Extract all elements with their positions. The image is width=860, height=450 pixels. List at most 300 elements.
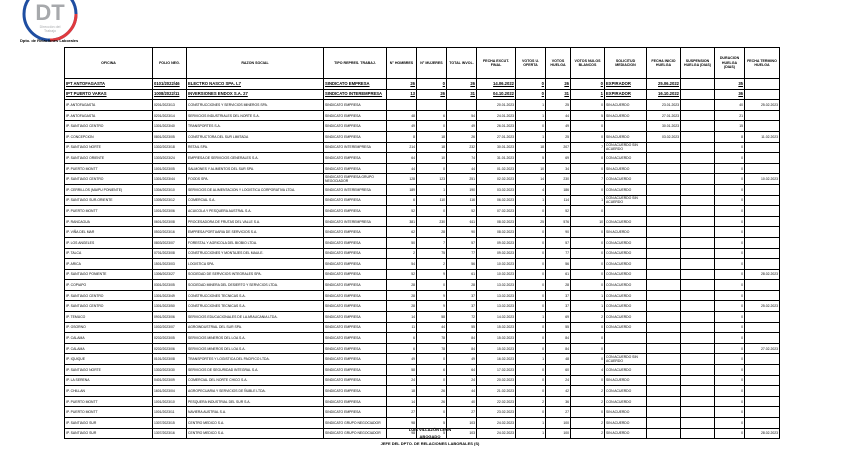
table-cell: SINDICATO EMPRESA GRUPO NEGOCIADOR <box>324 174 387 185</box>
table-cell: 0 <box>715 259 745 270</box>
table-cell: 27.02.2023 <box>745 343 780 354</box>
table-cell: 214 <box>387 142 417 153</box>
table-cell: 0 <box>571 153 605 164</box>
table-cell: 5 <box>571 110 605 121</box>
table-row <box>65 365 780 376</box>
table-cell: 0 <box>571 100 605 111</box>
table-cell: CON ACUERDO <box>605 322 647 333</box>
table-cell <box>681 386 715 397</box>
table-cell: 5 <box>417 418 447 429</box>
table-cell: 24 <box>387 375 417 386</box>
table-row <box>65 237 780 248</box>
column-header: FOLIO NEG. <box>153 48 187 79</box>
table-cell <box>681 375 715 386</box>
table-cell: AGROPECUARIA Y SERVICIOS DE ÑUBLE LTDA. <box>187 386 324 397</box>
table-cell <box>605 206 647 217</box>
table-cell <box>681 110 715 121</box>
table-cell: 0 <box>516 333 546 344</box>
table-cell: 1001/2023/06 <box>153 206 187 217</box>
table-cell: 1001/2023/10 <box>153 396 187 407</box>
table-cell: FOODS SPA. <box>187 174 324 185</box>
table-cell: 26 <box>447 131 477 142</box>
table-cell: 1301/2023/50 <box>153 301 187 312</box>
table-cell: SINDICATO EMPRESA <box>324 153 387 164</box>
table-cell: 13 <box>387 89 417 100</box>
table-cell: 1307/2023/16 <box>153 428 187 439</box>
table-cell: IP. IQUIQUE <box>65 354 153 365</box>
table-cell: 02.02.2023 <box>477 174 516 185</box>
table-cell: 0 <box>417 79 447 90</box>
table-row <box>65 354 780 365</box>
table-cell: 25.02.2023 <box>745 100 780 111</box>
table-cell: 49 <box>387 354 417 365</box>
table-cell <box>745 153 780 164</box>
table-cell: LOGISTICA SPA. <box>187 259 324 270</box>
table-cell: 1001/2023/05 <box>153 163 187 174</box>
table-cell: 28 <box>387 290 417 301</box>
table-cell: 03.02.2023 <box>647 131 681 142</box>
table-cell: 1301/2023/49 <box>153 290 187 301</box>
table-cell: 27 <box>387 407 417 418</box>
table-cell: 28.02.2023 <box>745 428 780 439</box>
table-cell: 0 <box>516 386 546 397</box>
table-cell: 0 <box>571 79 605 90</box>
table-cell: 114 <box>546 195 571 206</box>
table-cell <box>745 365 780 376</box>
table-cell <box>647 333 681 344</box>
table-cell: 0 <box>516 237 546 248</box>
table-cell: 1 <box>571 290 605 301</box>
table-cell: 21 <box>715 110 745 121</box>
table-cell: 10.02.2023 <box>745 174 780 185</box>
table-cell: 48 <box>546 354 571 365</box>
table-cell: 24.02.2023 <box>477 428 516 439</box>
table-cell: 0 <box>715 386 745 397</box>
table-cell: 2 <box>417 259 447 270</box>
table-cell: 04.10.2022 <box>477 89 516 100</box>
table-cell: IP. ANTOFAGASTA <box>65 100 153 111</box>
table-cell: 0 <box>516 121 546 132</box>
table-cell: CON ACUERDO <box>605 216 647 227</box>
table-cell <box>745 333 780 344</box>
table-cell: 23.02.2023 <box>477 407 516 418</box>
table-cell: 2 <box>571 428 605 439</box>
table-cell: 10.02.2023 <box>477 269 516 280</box>
table-cell <box>745 142 780 153</box>
table-cell: 0 <box>571 248 605 259</box>
table-cell: 128 <box>387 174 417 185</box>
table-cell: 0 <box>516 269 546 280</box>
table-cell <box>681 322 715 333</box>
table-cell <box>605 333 647 344</box>
table-cell: 28 <box>387 280 417 291</box>
table-cell: IP. CALAMA <box>65 333 153 344</box>
table-cell: CONSTRUCTORA DEL SUR LIMITADA <box>187 131 324 142</box>
table-cell: CON ACUERDO <box>605 174 647 185</box>
table-cell <box>681 269 715 280</box>
table-cell: 24.01.2023 <box>477 110 516 121</box>
table-cell: CON ACUERDO <box>605 386 647 397</box>
table-cell: 1 <box>516 418 546 429</box>
table-cell: 58 <box>417 312 447 323</box>
table-cell: SIN ACUERDO <box>605 100 647 111</box>
svg-text:Dirección del: Dirección del <box>39 25 61 29</box>
table-cell <box>681 131 715 142</box>
table-cell <box>745 195 780 206</box>
table-cell: 0 <box>417 407 447 418</box>
column-header: TIPO REPRES. TRABAJ. <box>324 48 387 79</box>
table-cell: 44 <box>417 322 447 333</box>
table-cell <box>647 248 681 259</box>
table-cell <box>647 343 681 354</box>
table-cell: 7 <box>571 142 605 153</box>
table-cell: 25.06.2022 <box>647 79 681 90</box>
table-cell: SIN ACUERDO <box>605 131 647 142</box>
table-cell: 1301/2023/44 <box>153 174 187 185</box>
table-cell: 0701/2023/08 <box>153 248 187 259</box>
table-cell: EXPIRADOR <box>605 89 647 100</box>
table-cell: 8 <box>387 131 417 142</box>
table-cell: SINDICATO GRUPO NEGOCIADOR <box>324 418 387 429</box>
table-cell: 0 <box>417 354 447 365</box>
table-cell: IP. LA SERENA <box>65 375 153 386</box>
table-cell: 98 <box>387 428 417 439</box>
table-cell: IP. SANTIAGO CENTRO <box>65 174 153 185</box>
table-cell: FORESTAL Y AGRICOLA DEL BIOBIO LTDA. <box>187 237 324 248</box>
table-cell: 186 <box>546 184 571 195</box>
table-cell: SINDICATO EMPRESA <box>324 322 387 333</box>
table-cell: 28.02.2023 <box>745 269 780 280</box>
header-row <box>65 48 780 79</box>
table-cell: 36 <box>715 89 745 100</box>
table-cell: INVERSIONES ENDOX S.A. 27 <box>187 89 324 100</box>
table-cell: 0 <box>715 195 745 206</box>
table-cell: 69 <box>546 153 571 164</box>
table-cell: SIN ACUERDO <box>605 418 647 429</box>
table-cell: IPT ANTOFAGASTA <box>65 79 153 90</box>
table-cell: 100 <box>546 418 571 429</box>
table-cell: 0 <box>571 375 605 386</box>
table-cell: 2 <box>571 312 605 323</box>
table-cell: 77 <box>546 248 571 259</box>
table-cell: 56 <box>546 259 571 270</box>
table-cell: 90 <box>447 227 477 238</box>
signature-title: ABOGADO <box>419 434 441 439</box>
table-cell: 232 <box>447 142 477 153</box>
table-cell: 0 <box>516 375 546 386</box>
table-cell: 78 <box>417 343 447 354</box>
table-cell <box>647 354 681 365</box>
table-row <box>65 206 780 217</box>
table-cell: CON ACUERDO <box>605 237 647 248</box>
table-cell: 0 <box>715 142 745 153</box>
table-cell: 0 <box>516 290 546 301</box>
table-cell <box>447 100 477 111</box>
table-cell: 1002/2023/07 <box>153 322 187 333</box>
table-cell: IP. SANTIAGO PONIENTE <box>65 269 153 280</box>
table-cell: 0 <box>417 121 447 132</box>
table-cell: 0 <box>571 407 605 418</box>
table-cell: IP. SANTIAGO SUR <box>65 428 153 439</box>
table-row <box>65 227 780 238</box>
table-cell: 24.02.2023 <box>477 418 516 429</box>
table-cell: 1 <box>516 195 546 206</box>
table-cell <box>647 407 681 418</box>
table-cell: SINDICATO EMPRESA <box>324 375 387 386</box>
table-row <box>65 407 780 418</box>
table-cell: 6 <box>387 195 417 206</box>
table-cell: 0 <box>571 131 605 142</box>
table-row <box>65 195 780 206</box>
table-cell: 0901/2023/06 <box>153 312 187 323</box>
table-cell: 54 <box>387 259 417 270</box>
table-cell: 0 <box>516 301 546 312</box>
table-cell <box>647 153 681 164</box>
table-cell: CENTRO MEDICO S.A. <box>187 428 324 439</box>
table-cell: IP. CERRILLOS (MAIPU PONIENTE) <box>65 184 153 195</box>
table-cell: 24 <box>447 375 477 386</box>
table-cell: SINDICATO INTEREMPRESA <box>324 142 387 153</box>
table-row <box>65 386 780 397</box>
table-cell: 381 <box>387 216 417 227</box>
table-row <box>65 259 780 270</box>
table-cell: 14 <box>387 396 417 407</box>
table-cell: CON ACUERDO <box>605 301 647 312</box>
table-cell: 8 <box>715 131 745 142</box>
table-cell: 1 <box>571 301 605 312</box>
table-cell: 10 <box>417 153 447 164</box>
table-cell <box>647 396 681 407</box>
table-cell: SIN ACUERDO <box>605 407 647 418</box>
table-cell: 77 <box>447 248 477 259</box>
table-cell: SINDICATO INTEREMPRESA <box>324 184 387 195</box>
table-cell: 13.02.2023 <box>477 280 516 291</box>
table-cell <box>681 280 715 291</box>
table-cell: 0 <box>715 354 745 365</box>
table-cell: 207 <box>546 142 571 153</box>
column-header: N° HOMBRES <box>387 48 417 79</box>
table-cell: 25.02.2023 <box>745 301 780 312</box>
table-cell <box>681 290 715 301</box>
table-cell: COMERCIAL S.A. <box>187 195 324 206</box>
table-cell: 0 <box>571 206 605 217</box>
table-cell: 30.01.2023 <box>647 121 681 132</box>
table-cell <box>745 121 780 132</box>
table-cell: 30.01.2023 <box>477 142 516 153</box>
table-cell: SINDICATO EMPRESA <box>324 195 387 206</box>
table-cell <box>647 269 681 280</box>
table-cell: 37 <box>546 290 571 301</box>
table-cell: 2 <box>571 396 605 407</box>
table-row <box>65 301 780 312</box>
table-cell: 0 <box>715 163 745 174</box>
table-cell: 0 <box>571 237 605 248</box>
table-cell: 48 <box>387 110 417 121</box>
table-cell: NAVIERA AUSTRAL S.A. <box>187 407 324 418</box>
table-cell <box>647 142 681 153</box>
table-cell: 2 <box>571 418 605 429</box>
table-cell: SALMONES Y ALIMENTOS DEL SUR SPA. <box>187 163 324 174</box>
table-cell <box>681 248 715 259</box>
table-cell: CON ACUERDO <box>605 153 647 164</box>
table-cell: 1307/2023/15 <box>153 418 187 429</box>
column-header: DURACION HUELGA (DIAS) <box>715 48 745 79</box>
table-cell <box>745 110 780 121</box>
table-cell: 0 <box>715 206 745 217</box>
table-cell: 0 <box>715 396 745 407</box>
table-cell <box>647 259 681 270</box>
table-cell: 0 <box>715 290 745 301</box>
table-cell: 13.02.2023 <box>477 301 516 312</box>
table-cell: SERVICIOS INDUSTRIALES DEL NORTE S.A. <box>187 110 324 121</box>
table-cell: IP. SANTIAGO SUR <box>65 418 153 429</box>
table-cell: 7 <box>417 237 447 248</box>
table-cell: 0 <box>571 280 605 291</box>
table-cell: TRANSPORTES Y LOGISTICA DEL PACIFICO LTDA. <box>187 354 324 365</box>
table-row <box>65 269 780 280</box>
table-cell: 27.01.2023 <box>647 110 681 121</box>
column-header: TOTAL INVOL. <box>447 48 477 79</box>
table-row <box>65 174 780 185</box>
table-cell: 1601/2023/04 <box>153 386 187 397</box>
table-cell <box>647 365 681 376</box>
table-cell: 61 <box>447 269 477 280</box>
table-cell: RETAIL SPA. <box>187 142 324 153</box>
table-cell <box>745 290 780 301</box>
table-cell: 6 <box>387 333 417 344</box>
table-cell: 84 <box>447 333 477 344</box>
table-cell: 0 <box>516 227 546 238</box>
table-cell: 16.10.2022 <box>647 89 681 100</box>
table-cell: ELECTRO NASCO SPA. L7 <box>187 79 324 90</box>
table-cell: IPT PUERTO VARAS <box>65 89 153 100</box>
table-cell: SINDICATO EMPRESA <box>324 110 387 121</box>
table-cell: 0 <box>715 269 745 280</box>
table-cell: 0 <box>417 280 447 291</box>
column-header: VOTOS U. OFERTA <box>516 48 546 79</box>
table-body <box>65 79 780 439</box>
table-cell: IP. CHILLAN <box>65 386 153 397</box>
table-cell: SINDICATO EMPRESA <box>324 237 387 248</box>
table-cell: 22.02.2023 <box>477 396 516 407</box>
table-cell: 18 <box>387 386 417 397</box>
table-cell: 40 <box>447 396 477 407</box>
table-cell: SINDICATO EMPRESA <box>324 248 387 259</box>
table-cell: IP. PUERTO MONTT <box>65 407 153 418</box>
table-cell: 25 <box>546 100 571 111</box>
column-header: SOLICITUD MEDIACION <box>605 48 647 79</box>
table-cell: IP. TEMUCO <box>65 312 153 323</box>
table-cell: 08.02.2023 <box>477 227 516 238</box>
table-row <box>65 248 780 259</box>
table-cell: 34 <box>546 163 571 174</box>
table-cell: 1 <box>571 89 605 100</box>
table-cell: 27 <box>447 407 477 418</box>
table-cell: 21.02.2023 <box>477 386 516 397</box>
table-cell: CON ACUERDO <box>605 269 647 280</box>
table-cell: IP. SANTIAGO CENTRO <box>65 301 153 312</box>
table-cell: 26 <box>546 79 571 90</box>
table-cell: 0 <box>571 163 605 174</box>
table-cell: 61 <box>546 269 571 280</box>
table-cell: SINDICATO EMPRESA <box>324 100 387 111</box>
table-cell: 1 <box>516 110 546 121</box>
table-cell: 72 <box>447 312 477 323</box>
table-row <box>65 184 780 195</box>
table-cell: 26 <box>387 79 417 90</box>
table-cell: 57 <box>546 237 571 248</box>
table-cell: 0 <box>715 333 745 344</box>
table-cell <box>745 237 780 248</box>
table-cell: CON ACUERDO <box>605 396 647 407</box>
table-cell <box>681 184 715 195</box>
table-cell: SINDICATO EMPRESA <box>324 280 387 291</box>
table-cell: 0 <box>571 354 605 365</box>
table-cell: IP. COPIAPO <box>65 280 153 291</box>
table-cell: 0 <box>571 269 605 280</box>
table-cell: SIN ACUERDO <box>605 375 647 386</box>
table-row <box>65 153 780 164</box>
table-cell <box>647 195 681 206</box>
table-cell: SINDICATO EMPRESA <box>324 131 387 142</box>
table-cell: CON ACUERDO <box>605 365 647 376</box>
table-cell: 54 <box>447 110 477 121</box>
table-cell <box>745 206 780 217</box>
table-cell: 55 <box>546 322 571 333</box>
table-cell: 18 <box>516 142 546 153</box>
table-cell: SINDICATO EMPRESA <box>324 269 387 280</box>
table-cell: 110 <box>417 195 447 206</box>
table-cell: 60 <box>546 365 571 376</box>
table-cell: 1301/2023/40 <box>153 121 187 132</box>
table-cell: 0401/2023/09 <box>153 375 187 386</box>
table-cell: 0 <box>516 259 546 270</box>
table-cell: 26 <box>417 396 447 407</box>
table-cell: 0 <box>715 227 745 238</box>
table-cell: CON ACUERDO <box>605 290 647 301</box>
table-row <box>65 322 780 333</box>
table-cell: 15 <box>715 121 745 132</box>
table-cell: 20.02.2023 <box>477 375 516 386</box>
table-cell: 1304/2023/10 <box>153 184 187 195</box>
table-cell: 52 <box>546 206 571 217</box>
table-cell: SINDICATO EMPRESA <box>324 343 387 354</box>
table-cell: 40 <box>715 100 745 111</box>
table-cell: 0 <box>417 375 447 386</box>
table-row <box>65 396 780 407</box>
table-cell: 31 <box>546 89 571 100</box>
table-cell: 0 <box>571 121 605 132</box>
table-cell: 08.02.2023 <box>477 216 516 227</box>
table-cell: 0 <box>571 184 605 195</box>
table-cell: 52 <box>387 269 417 280</box>
table-cell: SERVICIOS MINEROS DEL LOA S.A. <box>187 333 324 344</box>
table-cell: 0 <box>516 280 546 291</box>
table-cell: 4 <box>571 365 605 376</box>
table-cell: 69 <box>546 312 571 323</box>
column-header: FECHA INICIO HUELGA <box>647 48 681 79</box>
table-row <box>65 163 780 174</box>
table-cell <box>647 301 681 312</box>
table-cell: PROCESADORA DE FRUTAS DEL VALLE S.A. <box>187 216 324 227</box>
table-cell: 103 <box>447 418 477 429</box>
table-cell: EMPRESA PORTUARIA DE SERVICIOS S.A. <box>187 227 324 238</box>
table-cell <box>647 184 681 195</box>
table-cell: 28 <box>387 301 417 312</box>
table-cell: 1 <box>516 354 546 365</box>
table-cell: IP. OSORNO <box>65 322 153 333</box>
table-cell: 18 <box>417 131 447 142</box>
